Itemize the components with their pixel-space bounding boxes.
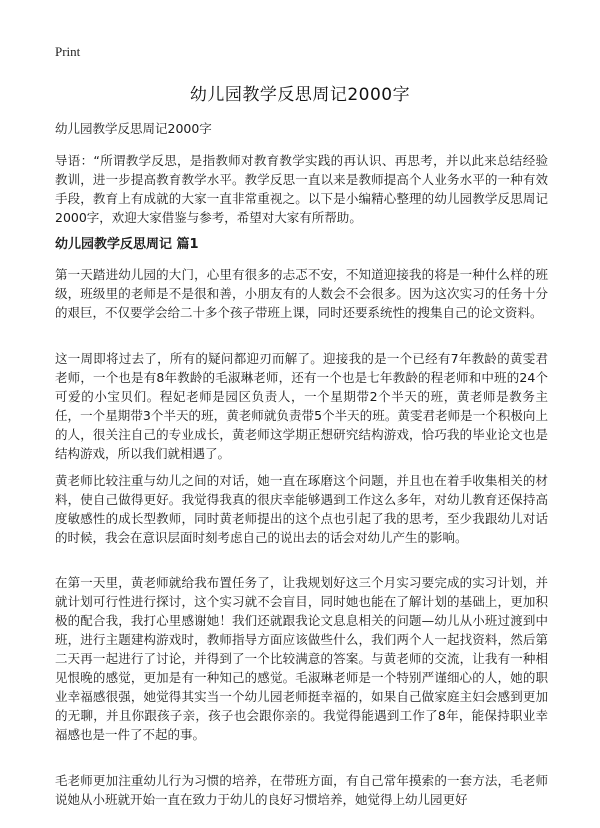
document-title: 幼儿园教学反思周记2000字 bbox=[189, 85, 411, 105]
document-subtitle: 幼儿园教学反思周记2000字 bbox=[55, 121, 212, 136]
body-paragraph-3: 黄老师比较注重与幼儿之间的对话，她一直在琢磨这个问题，并且也在着手收集相关的材料，使自己做得更好。我觉得我真的很庆幸能够遇到工作这么多年，对幼儿教育还保持高度敏感性的成长型教师，同时黄老师提出的这个点也引起了我的思考，至少我跟幼儿对话的时候，我会在意识层面时刻考虑自己的说出去的话会对幼儿产生的影响。 bbox=[55, 473, 548, 545]
body-paragraph-1: 第一天踏进幼儿园的大门，心里有很多的忐忑不安，不知道迎接我的将是一种什么样的班级，班级里的老师是不是很和善，小朋友有的人数会不会很多。因为这次实习的任务十分的艰巨，不仅要学会给二十多个孩子带班上课，同时还要系统性的搜集自己的论文资料。 bbox=[55, 267, 548, 320]
section-heading: 幼儿园教学反思周记 篇1 bbox=[55, 237, 199, 252]
body-paragraph-5: 毛老师更加注重幼儿行为习惯的培养，在带班方面，有自己常年摸索的一套方法，毛老师说她从小班就开始一直在致力于幼儿的良好习惯培养，她觉得上幼儿园更好 bbox=[55, 773, 548, 807]
body-paragraph-4: 在第一天里，黄老师就给我布置任务了，让我规划好这三个月实习要完成的实习计划，并就计划可行性进行探讨，这个实习就不会盲目，同时她也能在了解计划的基础上，更加积极的配合我，我打心里感谢她！我们还就跟我论文息息相关的问题—幼儿从小班过渡到中班，进行主题建构游戏时，教师指导方面应该做些什么，我们两个人一起找资料，然后第二天再一起进行了讨论，并得到了一个比较满意的答案。与黄老师的交流，让我有一种相见恨晚的感觉，更加是有一种知己的感觉。毛淑琳老师是一个特别严谨细心的人，她的职业幸福感很强，她觉得其实当一个幼儿园老师挺幸福的，如果自己做家庭主妇会感到更加的无聊，并且你跟孩子亲，孩子也会跟你亲的。我觉得能遇到工作了8年，能保持职业幸福感也是一件了不起的事。 bbox=[55, 575, 548, 742]
print-label: Print bbox=[55, 44, 81, 59]
body-paragraph-2: 这一周即将过去了，所有的疑问都迎刃而解了。迎接我的是一个已经有7年教龄的黄雯君老师，一个也是有8年教龄的毛淑琳老师，还有一个也是七年教龄的程老师和中班的24个可爱的小宝贝们。程妃老师是园区负责人，一个星期带2个半天的班，黄老师是教务主任，一个星期带3个半天的班，黄老师就负责带5个半天的班。黄雯君老师是一个积极向上的人，很关注自己的专业成长，黄老师这学期正想研究结构游戏，恰巧我的毕业论文也是结构游戏，所以我们就相遇了。 bbox=[55, 351, 548, 461]
intro-paragraph: 导语：“所谓教学反思，是指教师对教育教学实践的再认识、再思考，并以此来总结经验教训，进一步提高教育教学水平。教学反思一直以来是教师提高个人业务水平的一种有效手段，教育上有成就的大家一直非常重视之。以下是小编精心整理的幼儿园教学反思周记2000字，欢迎大家借鉴与参考，希望对大家有所帮助。 bbox=[55, 153, 548, 225]
